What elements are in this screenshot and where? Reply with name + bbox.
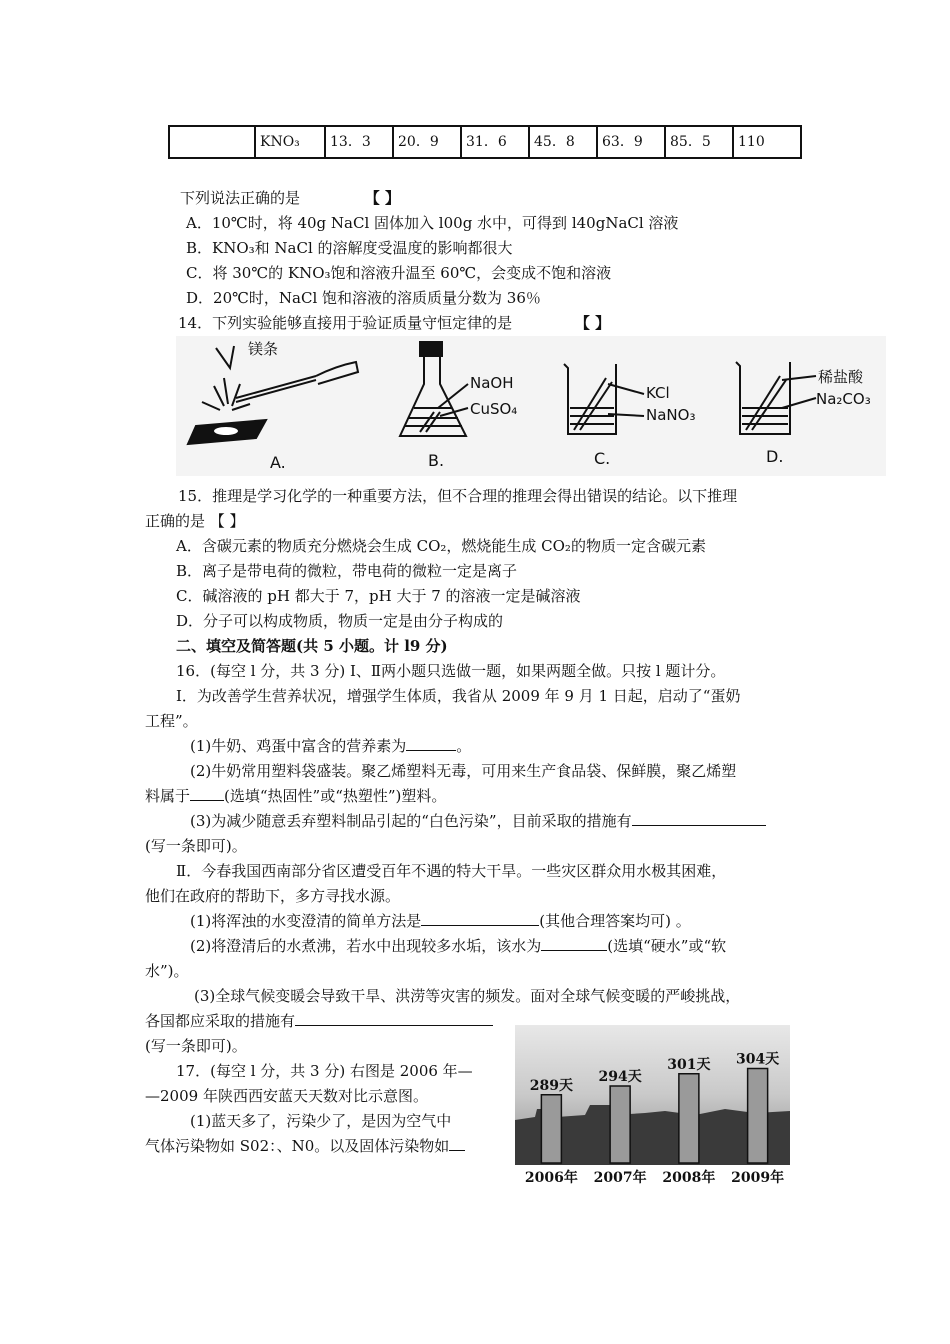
bar-data-label: 289天 (529, 1077, 573, 1094)
label-hcl: 稀盐酸 (818, 368, 864, 386)
bar-data-label: 294天 (598, 1069, 642, 1085)
experiment-drawings (176, 336, 886, 476)
bar-category-label: 2009年 (731, 1170, 785, 1186)
answer-blank[interactable] (632, 811, 766, 826)
bar-data-label: 304天 (736, 1051, 780, 1068)
caption-b: B. (428, 451, 445, 470)
apparatus-a (188, 346, 358, 444)
q16-part2-line2: 他们在政府的帮助下，多方寻找水源。 (145, 887, 401, 905)
bar-data-label: 301天 (667, 1056, 711, 1073)
table-cell: 20．9 (393, 126, 461, 158)
answer-blank[interactable] (541, 936, 607, 951)
q17-line4-text: 气体污染物如 S02：、N0。以及固体污染物如 (145, 1137, 450, 1155)
table-cell: 31．6 (461, 126, 529, 158)
table-cell: 63．9 (597, 126, 665, 158)
q16-intro: 16．(每空 l 分，共 3 分) Ⅰ、Ⅱ两小题只选做一题，如果两题全做。只按 l 题计分。 (176, 662, 726, 680)
label-cuso4: CuSO₄ (470, 400, 518, 418)
q14-bracket: 【 】 (574, 314, 611, 332)
caption-c: C. (594, 449, 611, 468)
apparatus-b (400, 342, 468, 436)
q13-bracket: 【 】 (364, 189, 401, 207)
table-row (169, 126, 801, 158)
q16-part1-q2-line1: (2)牛奶常用塑料袋盛装。聚乙烯塑料无毒，可用来生产食品袋、保鲜膜，聚乙烯塑 (190, 762, 737, 780)
q13-option-d: D．20℃时，NaCl 饱和溶液的溶质质量分数为 36％ (186, 289, 541, 307)
q14-stem-text: 14．下列实验能够直接用于验证质量守恒定律的是 (178, 314, 513, 332)
label-nano3: NaNO₃ (646, 406, 696, 424)
bar-2007年 (610, 1086, 630, 1163)
answer-blank[interactable] (449, 1136, 465, 1151)
q17-line4 (145, 1136, 465, 1156)
q16-part1-q2-end: (选填“热固性”或“热塑性”)塑料。 (224, 787, 447, 805)
q16-part1-q3-text: (3)为减少随意丢弃塑料制品引起的“白色污染”，目前采取的措施有 (190, 812, 632, 830)
q15-option-a: A．含碳元素的物质充分燃烧会生成 CO₂，燃烧能生成 CO₂的物质一定含碳元素 (176, 537, 706, 555)
label-na2co3: Na₂CO₃ (816, 390, 871, 408)
q16-part1-q2-line2 (145, 786, 446, 806)
q13-stem-text: 下列说法正确的是 (180, 189, 301, 207)
table-cell: KNO₃ (255, 126, 325, 158)
solubility-table (168, 125, 802, 159)
q16-part2-q2-line2: 水”)。 (145, 962, 189, 980)
q16-part1-q1-end: 。 (456, 737, 472, 755)
q16-part2-q3-end: (写一条即可)。 (145, 1037, 247, 1055)
q17-line1: 17．(每空 l 分，共 3 分) 右图是 2006 年— (176, 1062, 473, 1080)
q16-part1-q2-text: 料属于 (145, 787, 191, 805)
q16-part1-q1 (190, 736, 471, 756)
bar-2008年 (679, 1074, 699, 1163)
q15-option-b: B．离子是带电荷的微粒，带电荷的微粒一定是离子 (176, 562, 518, 580)
label-mg: 镁条 (248, 340, 279, 358)
q16-part2-q2-mid: (选填“硬水”或“软 (607, 937, 727, 955)
section-2-heading: 二、填空及简答题(共 5 小题。计 l9 分) (176, 637, 448, 655)
bar-2009年 (748, 1069, 768, 1164)
q15-option-d: D．分子可以构成物质，物质一定是由分子构成的 (176, 612, 504, 630)
bar-category-label: 2006年 (524, 1170, 578, 1186)
table-cell: 85．5 (665, 126, 733, 158)
q16-part2-q1 (190, 911, 691, 931)
table-cell: 110 (733, 126, 801, 158)
q16-part1-line2: 工程”。 (145, 712, 198, 730)
bar-2006年 (541, 1095, 561, 1163)
experiment-figure (176, 336, 886, 476)
q16-part2-q2-line1 (190, 936, 726, 956)
caption-a: A. (270, 453, 286, 472)
q15-stem-2: 正确的是 【 】 (145, 512, 245, 530)
q16-part1-line1: Ⅰ．为改善学生营养状况，增强学生体质，我省从 2009 年 9 月 1 日起，启动了“蛋奶 (176, 687, 741, 705)
q13-option-a: A．10℃时，将 40g NaCl 固体加入 l00g 水中，可得到 l40gNaCl 溶液 (186, 214, 679, 232)
apparatus-d (736, 362, 816, 434)
bar-category-label: 2008年 (662, 1170, 716, 1186)
q13-option-c: C．将 30℃的 KNO₃饱和溶液升温至 60℃，会变成不饱和溶液 (186, 264, 612, 282)
q16-part2-q2-text: (2)将澄清后的水煮沸，若水中出现较多水垢，该水为 (190, 937, 542, 955)
table-cell (169, 126, 255, 158)
q16-part2-q1-text: (1)将浑浊的水变澄清的简单方法是 (190, 912, 422, 930)
q16-part2-q3-line2 (145, 1011, 493, 1031)
q13-stem (180, 188, 400, 208)
q13-option-b: B．KNO₃和 NaCl 的溶解度受温度的影响都很大 (186, 239, 513, 257)
q16-part2-q1-end: (其他合理答案均可) 。 (539, 912, 691, 930)
answer-blank[interactable] (295, 1011, 493, 1026)
label-kcl: KCl (646, 384, 670, 402)
blue-sky-chart (515, 1025, 790, 1188)
q15-stem-1: 15．推理是学习化学的一种重要方法，但不合理的推理会得出错误的结论。以下推理 (178, 487, 738, 505)
q17-line3: (1)蓝天多了，污染少了，是因为空气中 (190, 1112, 452, 1130)
apparatus-c (564, 364, 644, 434)
bar-category-label: 2007年 (593, 1170, 647, 1186)
table-cell: 45．8 (529, 126, 597, 158)
answer-blank[interactable] (421, 911, 539, 926)
q16-part1-q3-end: (写一条即可)。 (145, 837, 247, 855)
answer-blank[interactable] (190, 786, 224, 801)
q16-part1-q3 (190, 811, 766, 831)
table-cell: 13．3 (325, 126, 393, 158)
q16-part1-q1-text: (1)牛奶、鸡蛋中富含的营养素为 (190, 737, 407, 755)
q16-part2-line1: Ⅱ．今春我国西南部分省区遭受百年不遇的特大干旱。一些灾区群众用水极其困难， (176, 862, 727, 880)
q16-part2-q3-text: 各国都应采取的措施有 (145, 1012, 296, 1030)
q16-part2-q3-line1: (3)全球气候变暖会导致干旱、洪涝等灾害的频发。面对全球气候变暖的严峻挑战， (194, 987, 741, 1005)
q15-option-c: C．碱溶液的 pH 都大于 7，pH 大于 7 的溶液一定是碱溶液 (176, 587, 581, 605)
answer-blank[interactable] (406, 736, 456, 751)
q14-stem (178, 313, 610, 333)
caption-d: D. (766, 447, 784, 466)
q17-line2: —2009 年陕西西安蓝天天数对比示意图。 (145, 1087, 428, 1105)
blue-sky-chart-svg (515, 1025, 790, 1188)
label-naoh: NaOH (470, 374, 514, 392)
